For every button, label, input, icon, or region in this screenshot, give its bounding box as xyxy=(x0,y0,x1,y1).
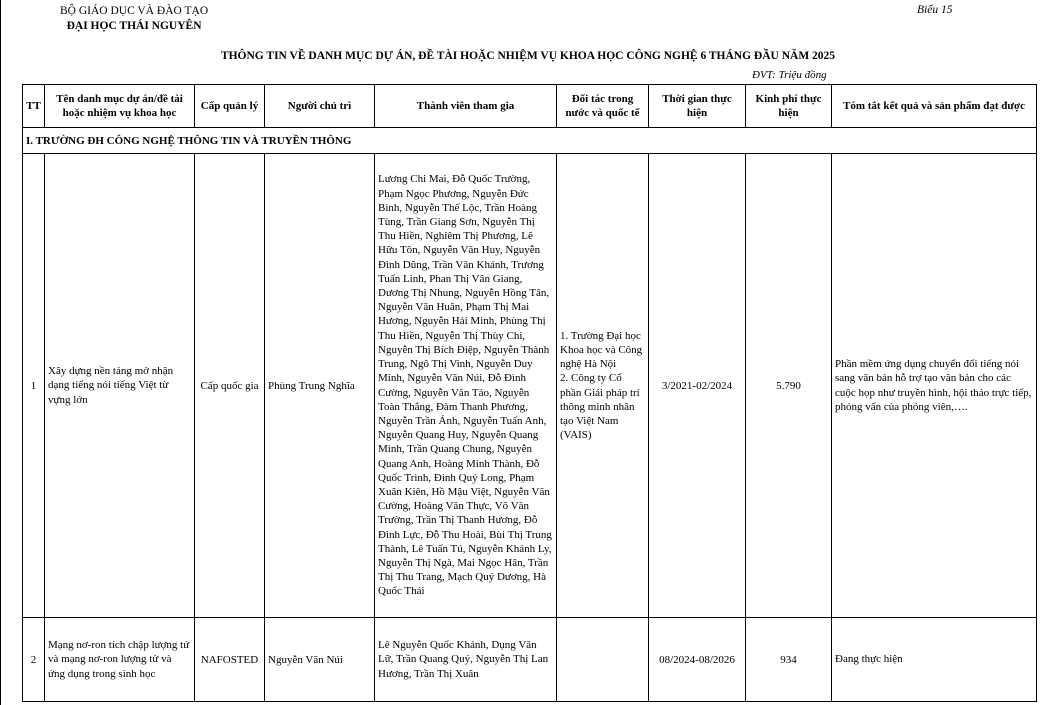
table-row xyxy=(23,154,1037,618)
header-lead: Người chủ trì xyxy=(265,85,375,128)
row-lead: Nguyễn Văn Núi xyxy=(265,618,375,702)
row-members: Lê Nguyễn Quốc Khánh, Dụng Văn Lữ, Trần Quang Quý, Nguyễn Thị Lan Hương, Trần Thị Xuân xyxy=(375,618,557,702)
header-budget: Kinh phí thực hiện xyxy=(746,85,832,128)
section-row xyxy=(23,128,1037,154)
issuer-block xyxy=(60,4,208,34)
table-header-row xyxy=(23,85,1037,128)
row-lead: Phùng Trung Nghĩa xyxy=(265,154,375,618)
project-table xyxy=(22,84,1037,702)
header-project-name: Tên danh mục dự án/đề tài hoặc nhiệm vụ khoa học xyxy=(45,85,195,128)
row-period: 08/2024-08/2026 xyxy=(649,618,746,702)
row-budget: 5.790 xyxy=(746,154,832,618)
table-row xyxy=(23,618,1037,702)
form-label: Biểu 15 xyxy=(917,4,953,16)
header-period: Thời gian thực hiện xyxy=(649,85,746,128)
page-left-border xyxy=(0,0,1,705)
header-management-level: Cấp quản lý xyxy=(195,85,265,128)
row-project-name: Mạng nơ-ron tích chập lượng tử và mạng nơ-ron lượng tử và ứng dụng trong sinh học xyxy=(45,618,195,702)
row-project-name: Xây dựng nền tảng mở nhận dạng tiếng nói tiếng Việt từ vựng lớn xyxy=(45,154,195,618)
row-period: 3/2021-02/2024 xyxy=(649,154,746,618)
row-management-level: Cấp quốc gia xyxy=(195,154,265,618)
header-partners: Đối tác trong nước và quốc tế xyxy=(557,85,649,128)
row-tt: 1 xyxy=(23,154,45,618)
row-partners: 1. Trường Đại học Khoa học và Công nghệ Hà Nội 2. Công ty Cổ phần Giải pháp trí thông minh nhân tạo Việt Nam (VAIS) xyxy=(557,154,649,618)
ministry-name: BỘ GIÁO DỤC VÀ ĐÀO TẠO xyxy=(60,5,209,17)
row-partners xyxy=(557,618,649,702)
row-budget: 934 xyxy=(746,618,832,702)
header-tt: TT xyxy=(23,85,45,128)
header-summary: Tóm tắt kết quả và sản phẩm đạt được xyxy=(832,85,1037,128)
university-name: ĐẠI HỌC THÁI NGUYÊN xyxy=(66,20,202,32)
header-members: Thành viên tham gia xyxy=(375,85,557,128)
currency-unit: ĐVT: Triệu đồng xyxy=(752,69,827,81)
row-tt: 2 xyxy=(23,618,45,702)
row-summary: Đang thực hiện xyxy=(832,618,1037,702)
document-title: THÔNG TIN VỀ DANH MỤC DỰ ÁN, ĐỀ TÀI HOẶC NHIỆM VỤ KHOA HỌC CÔNG NGHỆ 6 THÁNG ĐẦU NĂM 2025 xyxy=(220,50,836,62)
section-title: I. TRƯỜNG ĐH CÔNG NGHỆ THÔNG TIN VÀ TRUYỀN THÔNG xyxy=(23,128,1037,154)
row-management-level: NAFOSTED xyxy=(195,618,265,702)
row-summary: Phần mềm ứng dụng chuyển đổi tiếng nói sang văn bản hỗ trợ tạo văn bản cho các cuộc họp như truyền hình, hội thảo trực tiếp, phỏng vấn của phóng viên,…. xyxy=(832,154,1037,618)
row-members: Lương Chi Mai, Đỗ Quốc Trường, Phạm Ngọc Phương, Nguyễn Đức Bình, Nguyễn Thế Lộc, Trần Hoàng Tùng, Trần Giang Sơn, Nguyễn Thị Thu Hiền, Nghiêm Thị Phương, Lê Hữu Tôn, Nguyễn Văn Huy, Nguyễn Đình Dũng, Trần Văn Khánh, Trương Tuấn Linh, Phan Thị Vân Giang, Dương Thị Nhung, Nguyễn Hồng Tân, Nguyễn Văn Huân, Phạm Thị Mai Hương, Nguyễn Hải Minh, Phùng Thị Thu Hiền, Nguyễn Thị Thùy Chi, Nguyễn Thị Bích Điệp, Nguyễn Thành Trung, Ngô Thị Vinh, Nguyễn Duy Minh, Nguyễn Văn Núi, Đỗ Đình Cường, Nguyễn Văn Tảo, Nguyễn Toàn Thắng, Đàm Thanh Phương, Nguyễn Trần Ánh, Nguyễn Tuấn Anh, Nguyễn Quang Huy, Nguyễn Quang Minh, Trần Quang Chung, Nguyễn Quang Anh, Hoàng Minh Thành, Đỗ Quốc Trình, Đinh Quý Long, Phạm Xuân Kiên, Hồ Mậu Việt, Nguyễn Văn Cường, Hoàng Văn Thực, Võ Văn Trường, Trần Thị Thanh Hương, Đỗ Đình Lực, Đỗ Thu Hoài, Bùi Thị Trung Thành, Lê Tuấn Tú, Nguyễn Khánh Ly, Nguyễn Thị Ngà, Mai Ngọc Hân, Trần Thị Thu Trang, Mạch Quý Dương, Hà Quốc Thái xyxy=(375,154,557,618)
